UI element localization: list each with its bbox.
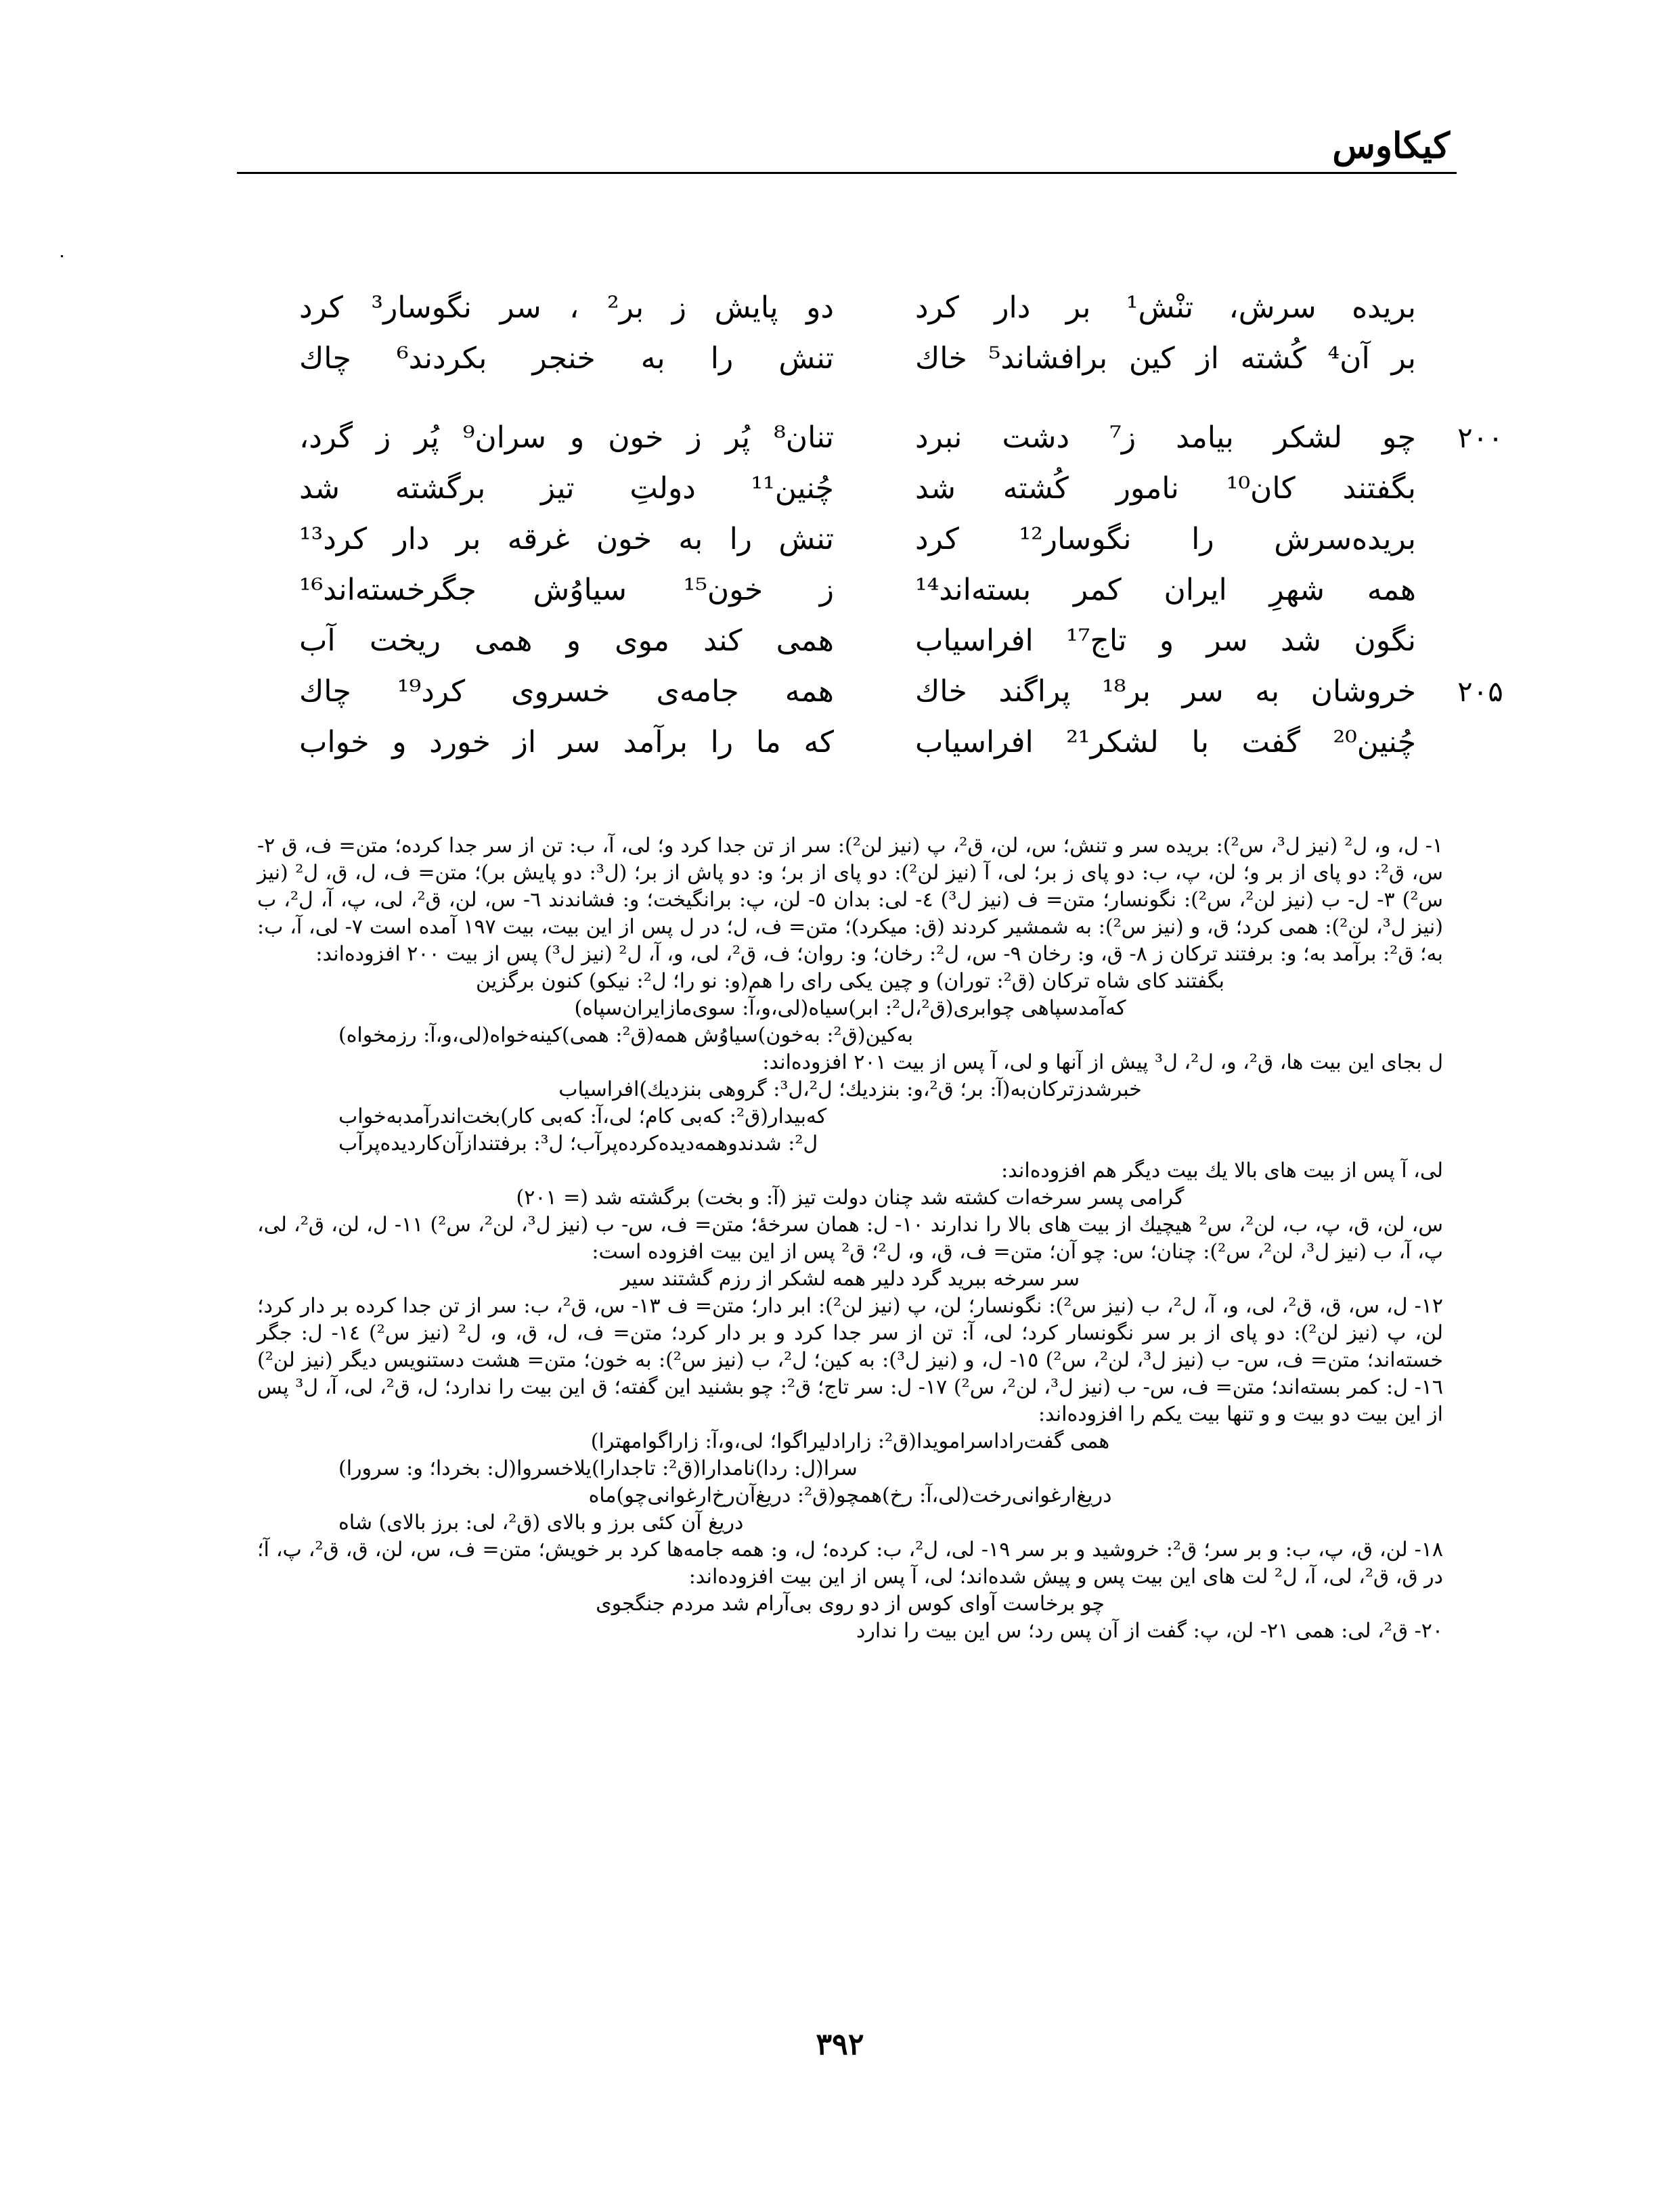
- footnote-variant-verse: خبرشدزترکان‌به(آ: بر؛ ق²،و: بنزدیك؛ ل²،ل³: گروهی بنزدیك)افراسیاب: [558, 1078, 1142, 1101]
- first-hemistich: بگفتند کان¹⁰ نامور کُشته شد: [915, 471, 1417, 506]
- first-hemistich: چو لشکر بیامد ز⁷ دشت نبرد: [915, 420, 1416, 455]
- second-hemistich: همه جامه‌ی خسروی کرد¹⁹ چاك: [299, 674, 834, 709]
- footnote-variant-verse: که‌آمدسپاهی چوابری(ق²،ل²: ابر)سیاه(لی،و،آ: سوی‌مازایران‌سپاه): [574, 996, 1126, 1020]
- verse-line: [299, 519, 1518, 560]
- running-header-title: کیکاوس: [1332, 125, 1450, 167]
- critical-apparatus-footnotes: [257, 833, 1443, 1645]
- scan-speck: [61, 255, 63, 257]
- footnote-paragraph: ل بجای این بیت ها، ق²، و، ل²، ل³ پیش از آنها و لی، آ پس از بیت ۲۰۱ افزوده‌اند:: [762, 1051, 1443, 1074]
- footnote-variant-verse: سرا(ل: ردا)نامدارا(ق²: تاجدارا)یلاخسروا(ل: بخردا؛ و: سرورا): [338, 1457, 858, 1480]
- footnote-paragraph: ۲۰- ق²، لی: همی ۲۱- لن، پ: گفت از آن پس رد؛ س این بیت را ندارد: [856, 1619, 1443, 1643]
- verse-line: [299, 671, 1518, 712]
- verse-line: [299, 468, 1518, 509]
- verse-line: [299, 570, 1518, 611]
- first-hemistich: نگون شد سر و تاج¹⁷ افراسیاب: [915, 623, 1417, 658]
- footnote-paragraph: لی، آ پس از بیت های بالا یك بیت دیگر هم افزوده‌اند:: [1001, 1159, 1443, 1182]
- first-hemistich: همه شهرِ ایران کمر بسته‌اند¹⁴: [915, 573, 1416, 607]
- verse-line: [299, 621, 1518, 661]
- footnote-variant-verse: ل²: شدندوهمه‌دیده‌کرده‌پرآب؛ ل³: برفتندازآن‌کاردیده‌پرآب: [338, 1132, 818, 1155]
- footnote-variant-verse: همی گفت‌رادا‌سرامویدا(ق²: زارادلیراگوا؛ لی،و،آ: زاراگوامهترا): [590, 1430, 1110, 1453]
- footnote-paragraph: ۱۸- لن، ق، پ، ب: و بر سر؛ ق²: خروشید و بر سر ۱۹- لی، ل²، ب: کرده؛ ل، و: همه جامه‌ها کرد بر خویش؛ متن= ف، س، لن، ق، ق²، پ، آ؛ در ق، ق²، لی، آ، ل² لت های این بیت پس و پیش شده‌اند؛ لی، آ پس از این بیت افزوده‌اند:: [257, 1538, 1444, 1589]
- first-hemistich: بر آن⁴ کُشته از کین برافشاند⁵ خاك: [915, 341, 1417, 376]
- verse-number: ۲۰۵: [1457, 675, 1503, 708]
- footnote-variant-verse: چو برخاست آوای کوس از دو روی بی‌آرام شد مردم جنگجوی: [596, 1592, 1105, 1616]
- second-hemistich: تنش را به خون غرقه بر دار کرد¹³: [299, 522, 834, 556]
- footnote-variant-verse: گرامی پسر سرخه‌ات کشته شد چنان دولت تیز (آ: و بخت) برگشته شد (= ۲۰۱): [516, 1186, 1185, 1210]
- second-hemistich: تنان⁸ پُر ز خون و سران⁹ پُر ز گرد،: [299, 420, 835, 455]
- second-hemistich: دو پایش ز بر² ، سر نگوسار³ کرد: [299, 290, 834, 325]
- footnote-variant-verse: دریغ‌ارغوانی‌رخت(لی،آ: رخ)همچو(ق²: دریغ‌آن‌رخ‌ارغوانی‌چو)ماه: [588, 1484, 1112, 1507]
- footnote-variant-verse: سر سرخه ببرید گرد دلیر همه لشکر از رزم گشتند سیر: [620, 1267, 1080, 1291]
- first-hemistich: بریده‌سرش را نگوسار¹² کرد: [915, 522, 1416, 556]
- second-hemistich: همی کند موی و همی ریخت آب: [299, 623, 834, 658]
- verse-number: ۲۰۰: [1457, 421, 1503, 454]
- verse-line: [299, 288, 1518, 328]
- footnote-paragraph: ۱۲- ل، س، ق، ق²، لی، و، آ، ل²، ب (نیز س²): نگونسار؛ لن، پ (نیز لن²): ابر دار؛ متن= ف ۱۳- س، ق²، ب: سر از تن جدا کرده بر دار کرد؛ لن، پ (نیز لن²): دو پای از بر سر نگونسار کرد؛ لی، آ: تن از سر جدا کرد و بر دار کرد؛ متن= ف، ل، ق، و، ل² (نیز س²) ۱٤- ل: جگر خسته‌اند؛ متن= ف، س- ب (نیز ل³، لن²، س²) ۱٥- ل، و (نیز ل³): به کین؛ ل²، ب (نیز س²): به خون؛ متن= هشت دستنویس دیگر (نیز لن²) ۱٦- ل: کمر بسته‌اند؛ متن= ف، س- ب (نیز ل³، لن²، س²) ۱۷- ل: سر تاج؛ ق²: چو بشنید این گفته؛ ق این بیت را ندارد؛ ل، ق²، لی، آ، ل³ پس از این بیت دو بیت و و تنها بیت یکم را افزوده‌اند:: [257, 1294, 1444, 1426]
- first-hemistich: خروشان به سر بر¹⁸ پراگند خاك: [915, 674, 1416, 709]
- footnote-variant-verse: به‌کین(ق²: به‌خون)سیاوُش همه(ق²: همی)کینه‌خواه(لی،و،آ: رزمخواه): [338, 1023, 914, 1047]
- verse-line: [299, 722, 1518, 763]
- footnote-variant-verse: دریغ آن کئی برز و بالای (ق²، لی: برز بالای) شاه: [338, 1511, 744, 1534]
- first-hemistich: چُنین²⁰ گفت با لشکر²¹ افراسیاب: [915, 725, 1417, 759]
- second-hemistich: که ما را برآمد سر از خورد و خواب: [299, 725, 834, 759]
- first-hemistich: بریده سرش، تنْش¹ بر دار کرد: [915, 290, 1416, 325]
- header-rule: [237, 172, 1457, 174]
- footnote-variant-verse: که‌بیدار(ق²: که‌بی کام؛ لی،آ: که‌بی کار)بخت‌اندرآمدبه‌خواب: [338, 1105, 827, 1128]
- verse-line: [299, 418, 1518, 458]
- footnote-variant-verse: بگفتند کای شاه ترکان (ق²: توران) و چین یکی رای را هم(و: نو را؛ ل²: نیکو) کنون برگزین: [475, 969, 1224, 993]
- second-hemistich: تنش را به خنجر بکردند⁶ چاك: [299, 341, 834, 376]
- footnote-paragraph: ۱- ل، و، ل² (نیز ل³، س²): بریده سر و تنش؛ س، لن، ق²، پ (نیز لن²): سر از تن جدا کرد و؛ لی، آ، ب: تن از سر جدا کرده؛ متن= ف، ق ۲- س، ق²: دو پای از بر و؛ لن، پ، ب: دو پای ز بر؛ لی، آ (نیز لن²): دو پای از بر؛ و: دو پاش از بر؛ (ل³: دو پایش بر)؛ متن= ف، ل، ق، ل² (نیز س²) ۳- ل- ب (نیز لن²، س²): نگونسار؛ متن= ف (نیز ل³) ٤- لی: بدان ٥- لن، پ: برانگیخت؛ و: فشاندند ٦- س، لن، ق²، لی، پ، آ، ل²، ب (نیز ل³، لن²): همی کرد؛ ق، و (نیز س²): به شمشیر کردند (ق: میکرد)؛ متن= ف، ل؛ در ل پس از این بیت، بیت ۱۹۷ آمده است ۷- لی، آ، ب: به؛ ق²: برآمد به؛ و: برفتند ترکان ز ۸- ق، و: رخان ۹- س، ل²: رخان؛ و: روان؛ ف، ق²، لی، و، آ، ل² (نیز ل³) پس از بیت ۲۰۰ افزوده‌اند:: [257, 834, 1444, 966]
- verse-line: [299, 338, 1518, 379]
- second-hemistich: چُنین¹¹ دولتِ تیز برگشته شد: [299, 471, 834, 506]
- footnote-paragraph: س، لن، ق، پ، ب، لن²، س² هیچیك از بیت های بالا را ندارند ۱۰- ل: همان سرخهٔ؛ متن= ف، س- ب (نیز ل³، لن²، س²) ۱۱- ل، لن، ق²، لی، پ، آ، ب (نیز ل³، لن²، س²): چنان؛ س: چو آن؛ متن= ف، ق، و، ل²؛ ق² پس از این بیت افزوده است:: [257, 1213, 1443, 1264]
- second-hemistich: ز خون¹⁵ سیاوُش جگرخسته‌اند¹⁶: [299, 573, 834, 607]
- page-number: ۳۹۲: [816, 2027, 864, 2062]
